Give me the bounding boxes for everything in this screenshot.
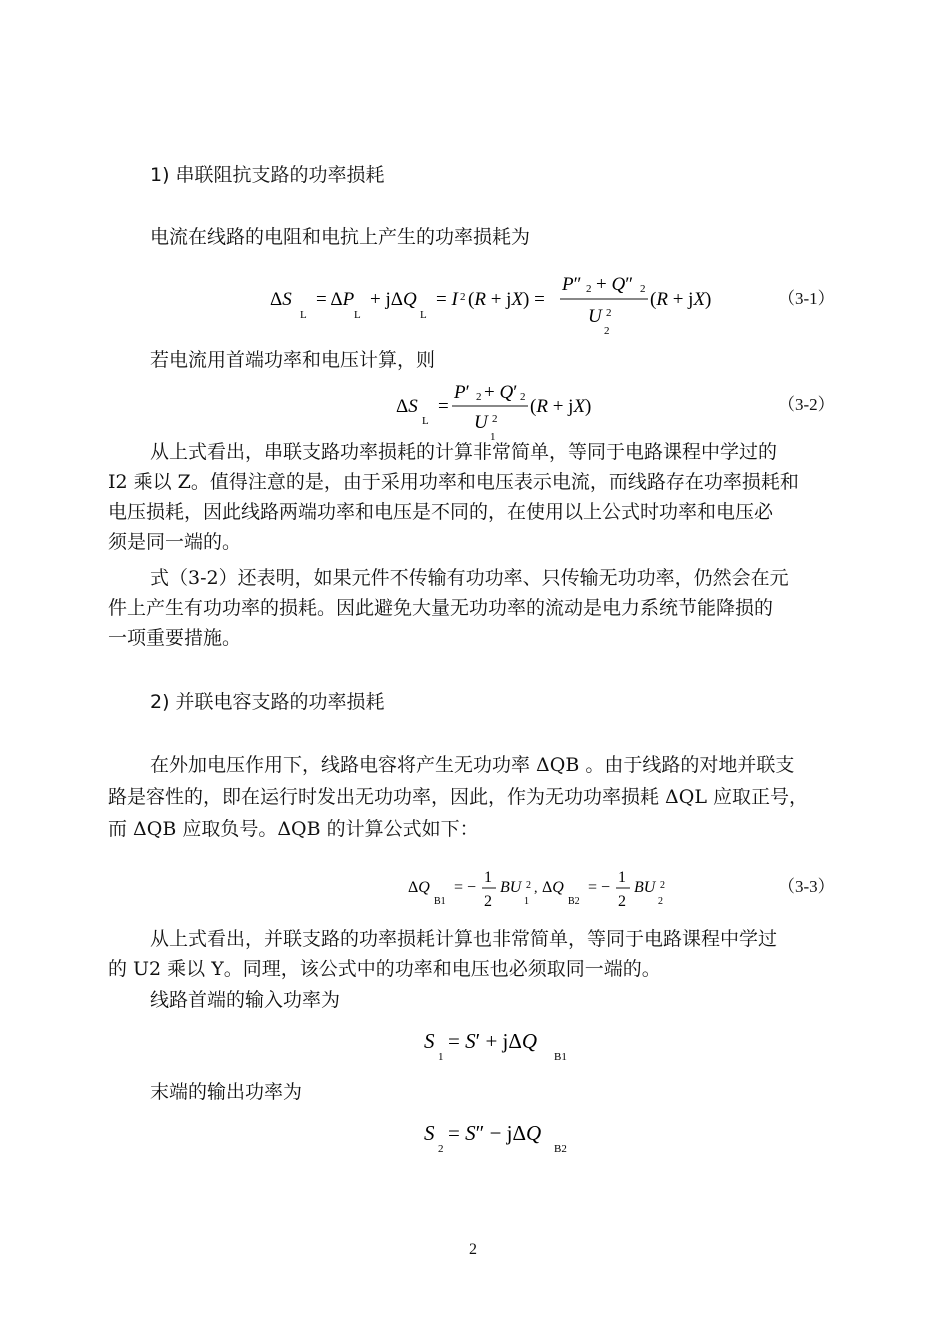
equation-3-2 [396, 378, 606, 444]
svg-text:1: 1 [524, 896, 529, 907]
svg-text:= −: = − [588, 879, 611, 896]
svg-text:2: 2 [660, 880, 665, 891]
section-heading-1: 1) 串联阻抗支路的功率损耗 [150, 164, 385, 186]
paragraph-series-l2: I2 乘以 Z。值得注意的是，由于采用功率和电压表示电流，而线路存在功率损耗和 [108, 471, 799, 493]
svg-text:L: L [420, 309, 427, 321]
svg-text:S: S [424, 1029, 435, 1053]
paragraph-note-l1: 式（3-2）还表明，如果元件不传输有功功率、只传输无功功率，仍然会在元 [150, 567, 789, 589]
section-heading-2: 2) 并联电容支路的功率损耗 [150, 691, 385, 713]
svg-text:BU: BU [500, 879, 522, 896]
svg-text:2: 2 [520, 391, 526, 403]
equation-number-3-3: （3-3） [778, 877, 835, 896]
svg-text:B1: B1 [434, 896, 446, 907]
svg-text:(R + jX) =: (R + jX) = [468, 289, 545, 310]
svg-text:2: 2 [606, 307, 612, 319]
equation-output-power [424, 1114, 584, 1160]
svg-text:U: U [474, 412, 488, 433]
svg-text:ΔS: ΔS [396, 396, 418, 417]
svg-text:U: U [588, 306, 602, 327]
page-number: 2 [469, 1241, 477, 1258]
svg-text:2: 2 [658, 896, 663, 907]
paragraph-shunt-result-l1: 从上式看出，并联支路的功率损耗计算也非常简单，等同于电路课程中学过 [150, 928, 778, 950]
paragraph-shunt-l1: 在外加电压作用下，线路电容将产生无功功率 ΔQB 。由于线路的对地并联支 [150, 754, 795, 776]
svg-text:2: 2 [476, 391, 482, 403]
svg-text:= −: = − [454, 879, 477, 896]
equation-3-3 [408, 864, 678, 918]
svg-text:B2: B2 [554, 1143, 567, 1155]
svg-text:+ Q′: + Q′ [484, 382, 518, 403]
svg-text:2: 2 [438, 1143, 444, 1155]
svg-text:B1: B1 [554, 1051, 567, 1063]
svg-text:2: 2 [484, 893, 492, 910]
paragraph-shunt-l2: 路是容性的，即在运行时发出无功功率，因此，作为无功功率损耗 ΔQL 应取正号， [108, 786, 808, 808]
equation-number-3-2: （3-2） [778, 395, 835, 414]
svg-text:2: 2 [604, 325, 610, 337]
paragraph-intro: 电流在线路的电阻和电抗上产生的功率损耗为 [150, 226, 531, 248]
svg-text:1: 1 [438, 1051, 444, 1063]
svg-text:(R + jX): (R + jX) [650, 289, 712, 310]
svg-text:L: L [422, 415, 429, 427]
paragraph-series-l4: 须是同一端的。 [108, 531, 242, 553]
equation-number-3-1: （3-1） [778, 289, 835, 308]
paragraph-series-l3: 电压损耗，因此线路两端功率和电压是不同的，在使用以上公式时功率和电压必 [108, 501, 774, 523]
equation-3-1 [270, 270, 740, 340]
svg-text:2: 2 [526, 880, 531, 891]
svg-text:B2: B2 [568, 896, 580, 907]
svg-text:S: S [424, 1121, 435, 1145]
svg-text:+ Q″: + Q″ [596, 274, 634, 295]
svg-text:= S″ − jΔQ: = S″ − jΔQ [448, 1121, 542, 1145]
equation-input-power [424, 1022, 584, 1068]
svg-text:1: 1 [484, 869, 492, 886]
paragraph-output-power: 末端的输出功率为 [150, 1081, 303, 1103]
paragraph-shunt-l3: 而 ΔQB 应取负号。ΔQB 的计算公式如下： [108, 818, 479, 840]
svg-text:P″: P″ [562, 274, 582, 295]
svg-text:2: 2 [640, 283, 646, 295]
svg-text:BU: BU [634, 879, 656, 896]
svg-text:ΔS: ΔS [270, 289, 292, 310]
svg-text:2: 2 [586, 283, 592, 295]
svg-text:2: 2 [618, 893, 626, 910]
svg-text:=: = [438, 396, 449, 417]
svg-text:+ jΔQ: + jΔQ [370, 289, 417, 310]
svg-text:1: 1 [490, 431, 496, 443]
paragraph-shunt-result-l2: 的 U2 乘以 Y。同理，该公式中的功率和电压也必须取同一端的。 [108, 958, 661, 980]
svg-text:L: L [354, 309, 361, 321]
paragraph-note-l3: 一项重要措施。 [108, 627, 242, 649]
svg-text:2: 2 [460, 291, 466, 303]
svg-text:(R + jX): (R + jX) [530, 396, 592, 417]
svg-text:= I: = I [436, 289, 458, 310]
svg-text:1: 1 [618, 869, 626, 886]
svg-text:P′: P′ [454, 382, 470, 403]
paragraph-series-l1: 从上式看出，串联支路功率损耗的计算非常简单，等同于电路课程中学过的 [150, 441, 778, 463]
svg-text:2: 2 [492, 413, 498, 425]
svg-text:= ΔP: = ΔP [316, 289, 355, 310]
svg-text:ΔQ: ΔQ [408, 879, 430, 896]
paragraph-condition: 若电流用首端功率和电压计算，则 [150, 349, 436, 371]
svg-text:ΔQ: ΔQ [542, 879, 564, 896]
svg-text:L: L [300, 309, 307, 321]
paragraph-note-l2: 件上产生有功功率的损耗。因此避免大量无功功率的流动是电力系统节能降损的 [108, 597, 774, 619]
svg-text:,: , [534, 881, 538, 896]
paragraph-input-power: 线路首端的输入功率为 [150, 989, 341, 1011]
svg-text:= S′ + jΔQ: = S′ + jΔQ [448, 1029, 538, 1053]
